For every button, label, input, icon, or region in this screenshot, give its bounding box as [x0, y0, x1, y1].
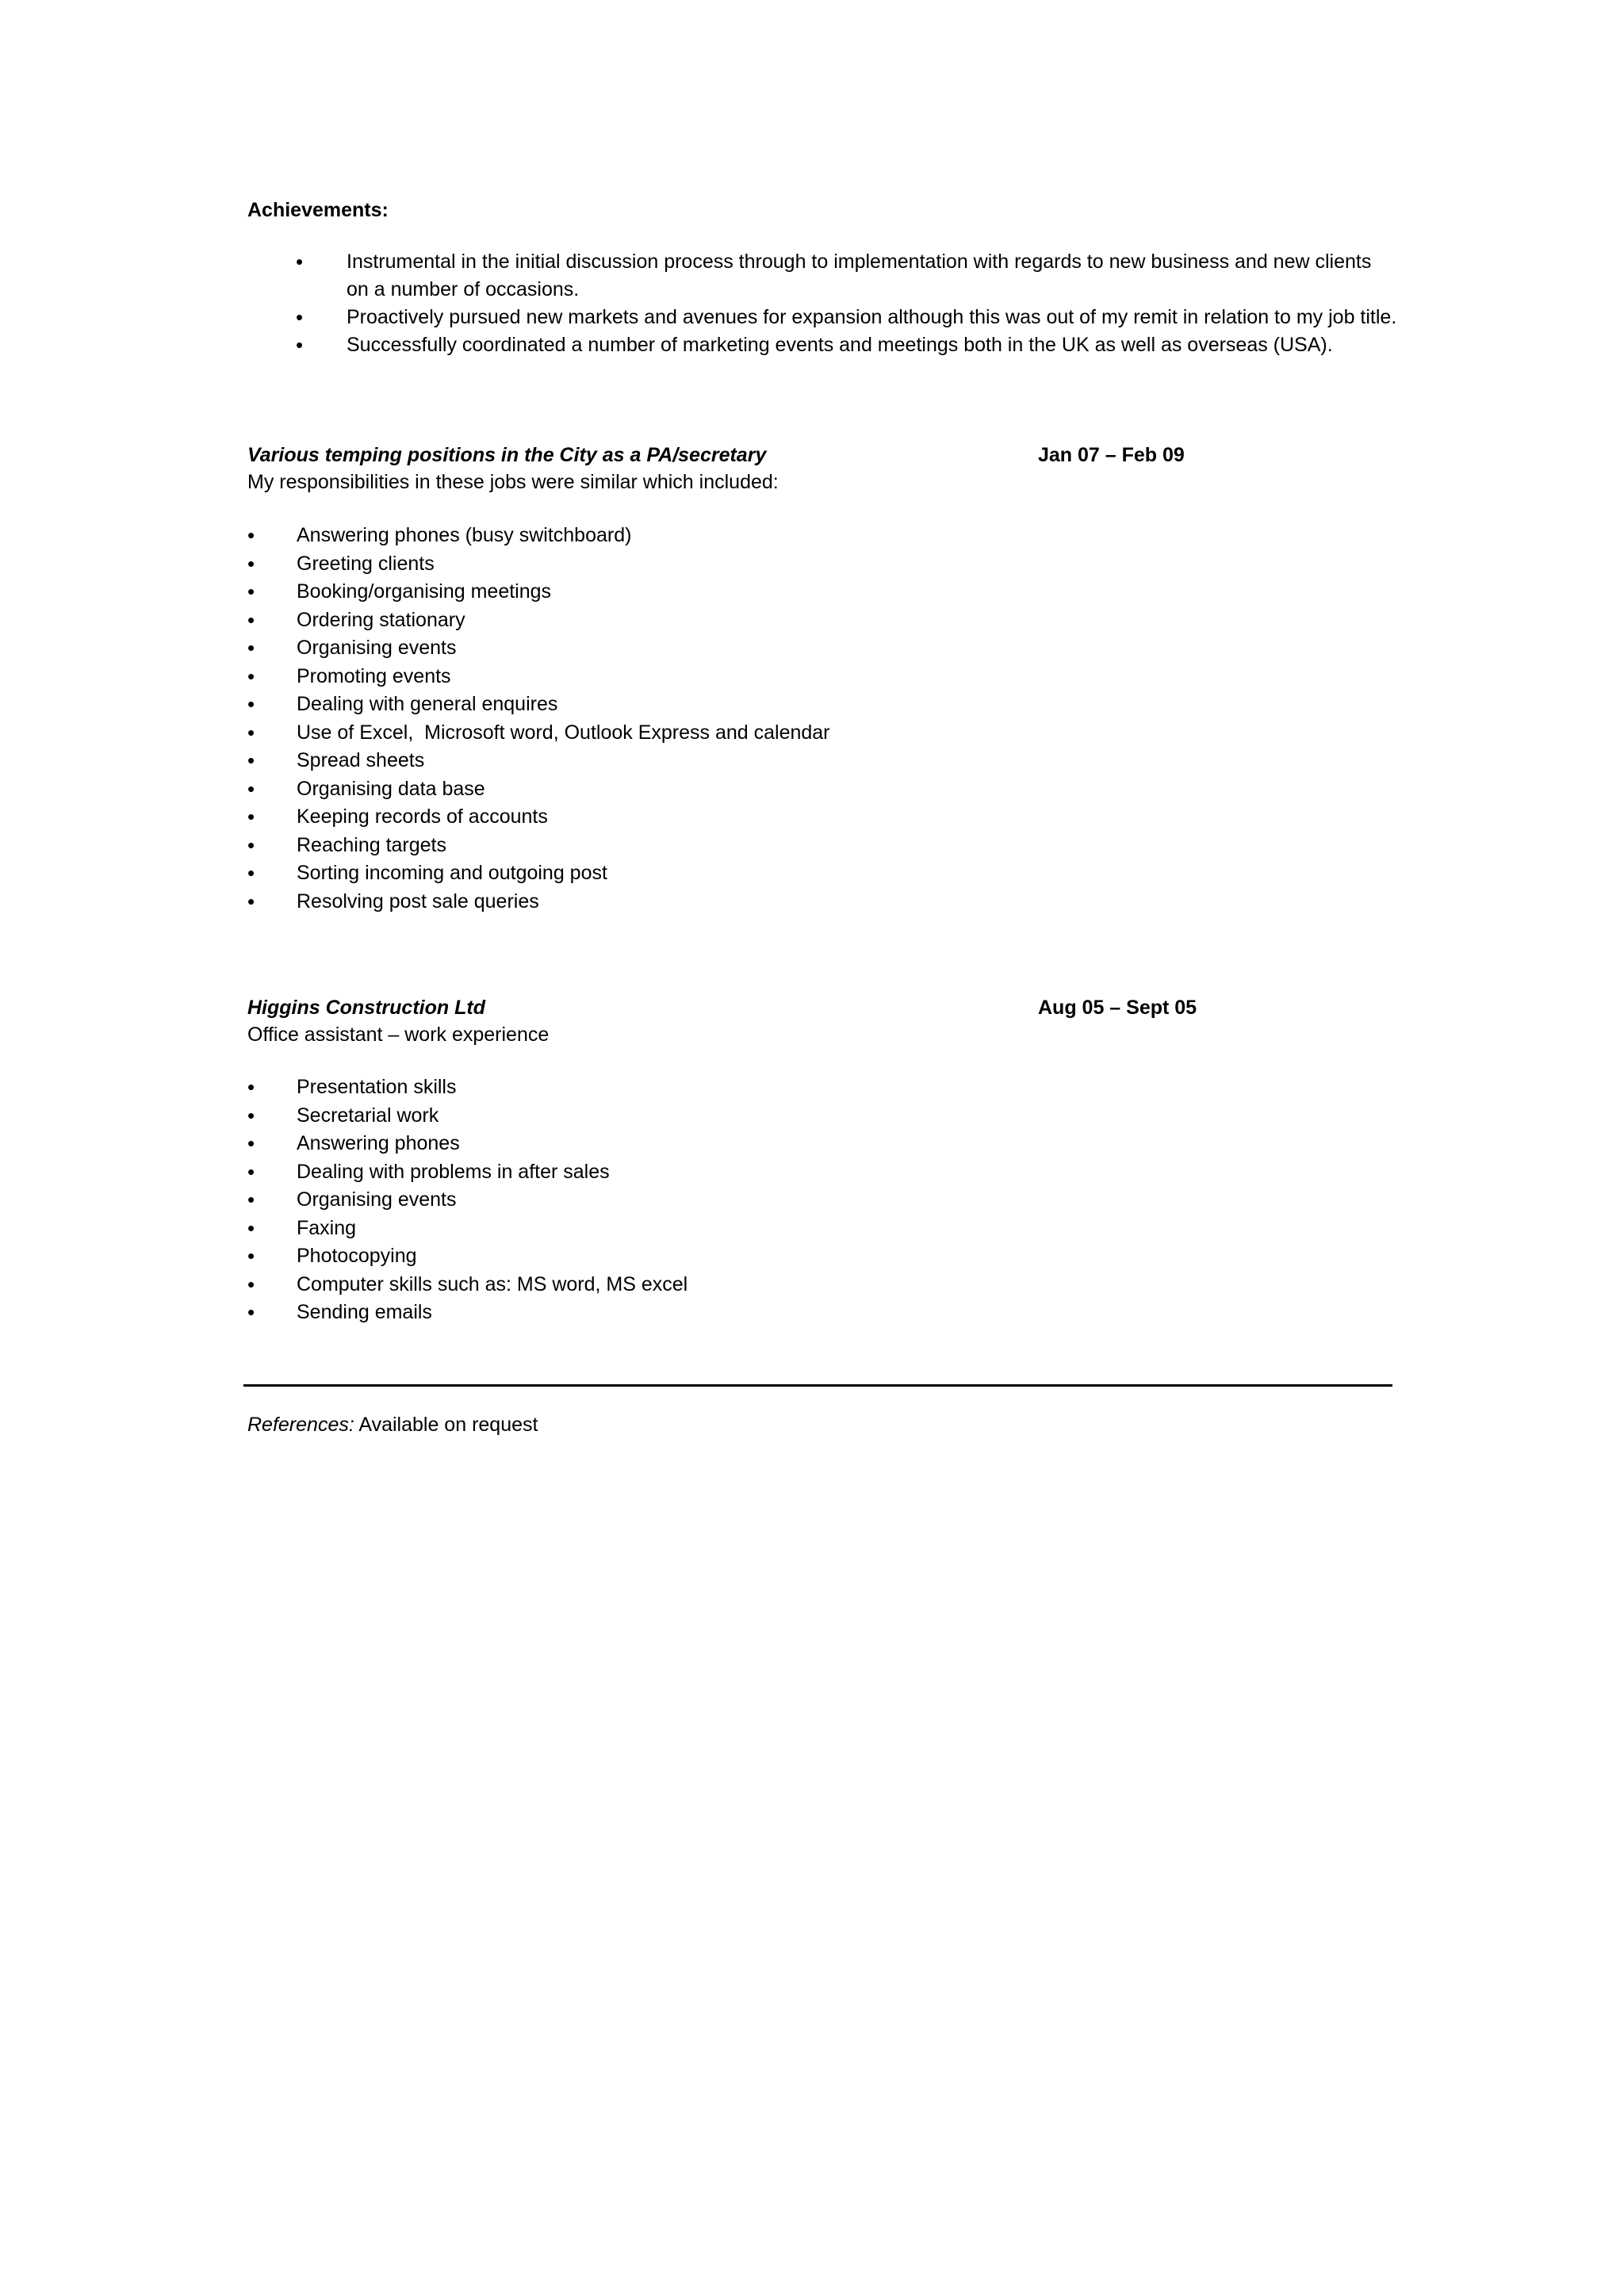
references-line — [247, 1411, 538, 1439]
bullet-icon: • — [247, 1244, 255, 1268]
bullet-icon: • — [247, 1103, 255, 1127]
bullet-icon: • — [247, 636, 255, 660]
section-divider — [243, 1384, 1392, 1387]
list-item — [247, 803, 1199, 832]
bullet-icon: • — [247, 1075, 255, 1099]
bullet-icon: • — [247, 1131, 255, 1155]
bullet-icon: • — [247, 580, 255, 603]
duty-text: Resolving post sale queries — [297, 890, 539, 913]
duty-text: Organising events — [297, 1188, 457, 1211]
duty-text: Faxing — [297, 1216, 357, 1239]
job-dates: Jan 07 – Feb 09 — [1038, 444, 1185, 466]
duty-text: Sorting incoming and outgoing post — [297, 862, 607, 884]
duty-text: Dealing with problems in after sales — [297, 1160, 610, 1183]
bullet-icon: • — [247, 861, 255, 885]
list-item — [247, 1271, 1199, 1299]
list-item — [247, 691, 1199, 719]
achievement-item — [296, 304, 1398, 331]
list-item — [247, 1073, 1199, 1102]
duty-text: Ordering stationary — [297, 608, 465, 631]
duty-text: Keeping records of accounts — [297, 806, 548, 828]
achievement-text: Instrumental in the initial discussion process through to implementation with regards to new business and new clients on a number of occasions. — [347, 251, 1372, 300]
list-item — [247, 522, 1199, 550]
duty-text: Sending emails — [297, 1301, 432, 1323]
duty-text: Organising data base — [297, 777, 485, 800]
bullet-icon: • — [247, 889, 255, 913]
references-value: Available on request — [354, 1414, 538, 1436]
duty-text: Booking/organising meetings — [297, 580, 552, 603]
list-item — [247, 1186, 1199, 1215]
list-item — [247, 1158, 1199, 1187]
duty-text: Answering phones (busy switchboard) — [297, 524, 632, 546]
list-item — [247, 663, 1199, 691]
bullet-icon: • — [247, 1188, 255, 1211]
list-item — [247, 832, 1199, 860]
duty-text: Answering phones — [297, 1132, 460, 1154]
duty-text: Greeting clients — [297, 552, 435, 575]
duties-list — [247, 522, 1199, 916]
bullet-icon: • — [247, 1159, 255, 1184]
duty-text: Secretarial work — [297, 1104, 439, 1127]
list-item — [247, 747, 1199, 775]
bullet-icon: • — [247, 607, 255, 632]
list-item — [247, 1242, 1199, 1271]
bullet-icon: • — [296, 305, 304, 329]
list-item — [247, 719, 1199, 748]
achievement-text: Successfully coordinated a number of marketing events and meetings both in the UK as well as overseas (USA). — [347, 334, 1333, 356]
duty-text: Organising events — [297, 637, 457, 659]
achievements-list — [296, 248, 1398, 359]
job-subtitle: My responsibilities in these jobs were similar which included: — [247, 471, 779, 493]
duties-list — [247, 1073, 1199, 1327]
achievement-item — [296, 331, 1398, 359]
achievements-heading: Achievements: — [247, 199, 389, 221]
duty-text: Dealing with general enquires — [297, 693, 558, 715]
bullet-icon: • — [247, 551, 255, 576]
list-item — [247, 775, 1199, 804]
bullet-icon: • — [247, 523, 255, 547]
job-subtitle: Office assistant – work experience — [247, 1024, 550, 1046]
duty-text: Promoting events — [297, 664, 451, 687]
list-item — [247, 578, 1199, 607]
job-dates: Aug 05 – Sept 05 — [1038, 997, 1197, 1019]
list-item — [247, 1299, 1199, 1327]
duty-text: Reaching targets — [297, 833, 447, 856]
job-title: Higgins Construction Ltd — [247, 997, 485, 1019]
bullet-icon: • — [247, 720, 255, 744]
references-label: References: — [247, 1414, 354, 1436]
list-item — [247, 859, 1199, 888]
list-item — [247, 634, 1199, 663]
bullet-icon: • — [247, 1300, 255, 1324]
list-item — [247, 1130, 1199, 1158]
list-item — [247, 888, 1199, 916]
list-item — [247, 550, 1199, 579]
achievement-text: Proactively pursued new markets and avenues for expansion although this was out of my remit in relation to my job title. — [347, 306, 1397, 328]
bullet-icon: • — [247, 664, 255, 688]
list-item — [247, 1102, 1199, 1131]
duty-text: Use of Excel, Microsoft word, Outlook Express and calendar — [297, 721, 830, 744]
bullet-icon: • — [247, 832, 255, 857]
list-item — [247, 1215, 1199, 1243]
duty-text: Photocopying — [297, 1245, 417, 1267]
bullet-icon: • — [247, 776, 255, 801]
bullet-icon: • — [247, 1272, 255, 1296]
list-item — [247, 607, 1199, 635]
bullet-icon: • — [247, 805, 255, 828]
bullet-icon: • — [247, 1215, 255, 1240]
duty-text: Spread sheets — [297, 749, 425, 771]
bullet-icon: • — [247, 692, 255, 716]
duty-text: Presentation skills — [297, 1076, 457, 1098]
bullet-icon: • — [247, 748, 255, 772]
bullet-icon: • — [296, 333, 304, 357]
achievement-item — [296, 248, 1398, 304]
job-title: Various temping positions in the City as a PA/secretary — [247, 444, 767, 466]
duty-text: Computer skills such as: MS word, MS excel — [297, 1272, 688, 1295]
bullet-icon: • — [296, 250, 304, 274]
